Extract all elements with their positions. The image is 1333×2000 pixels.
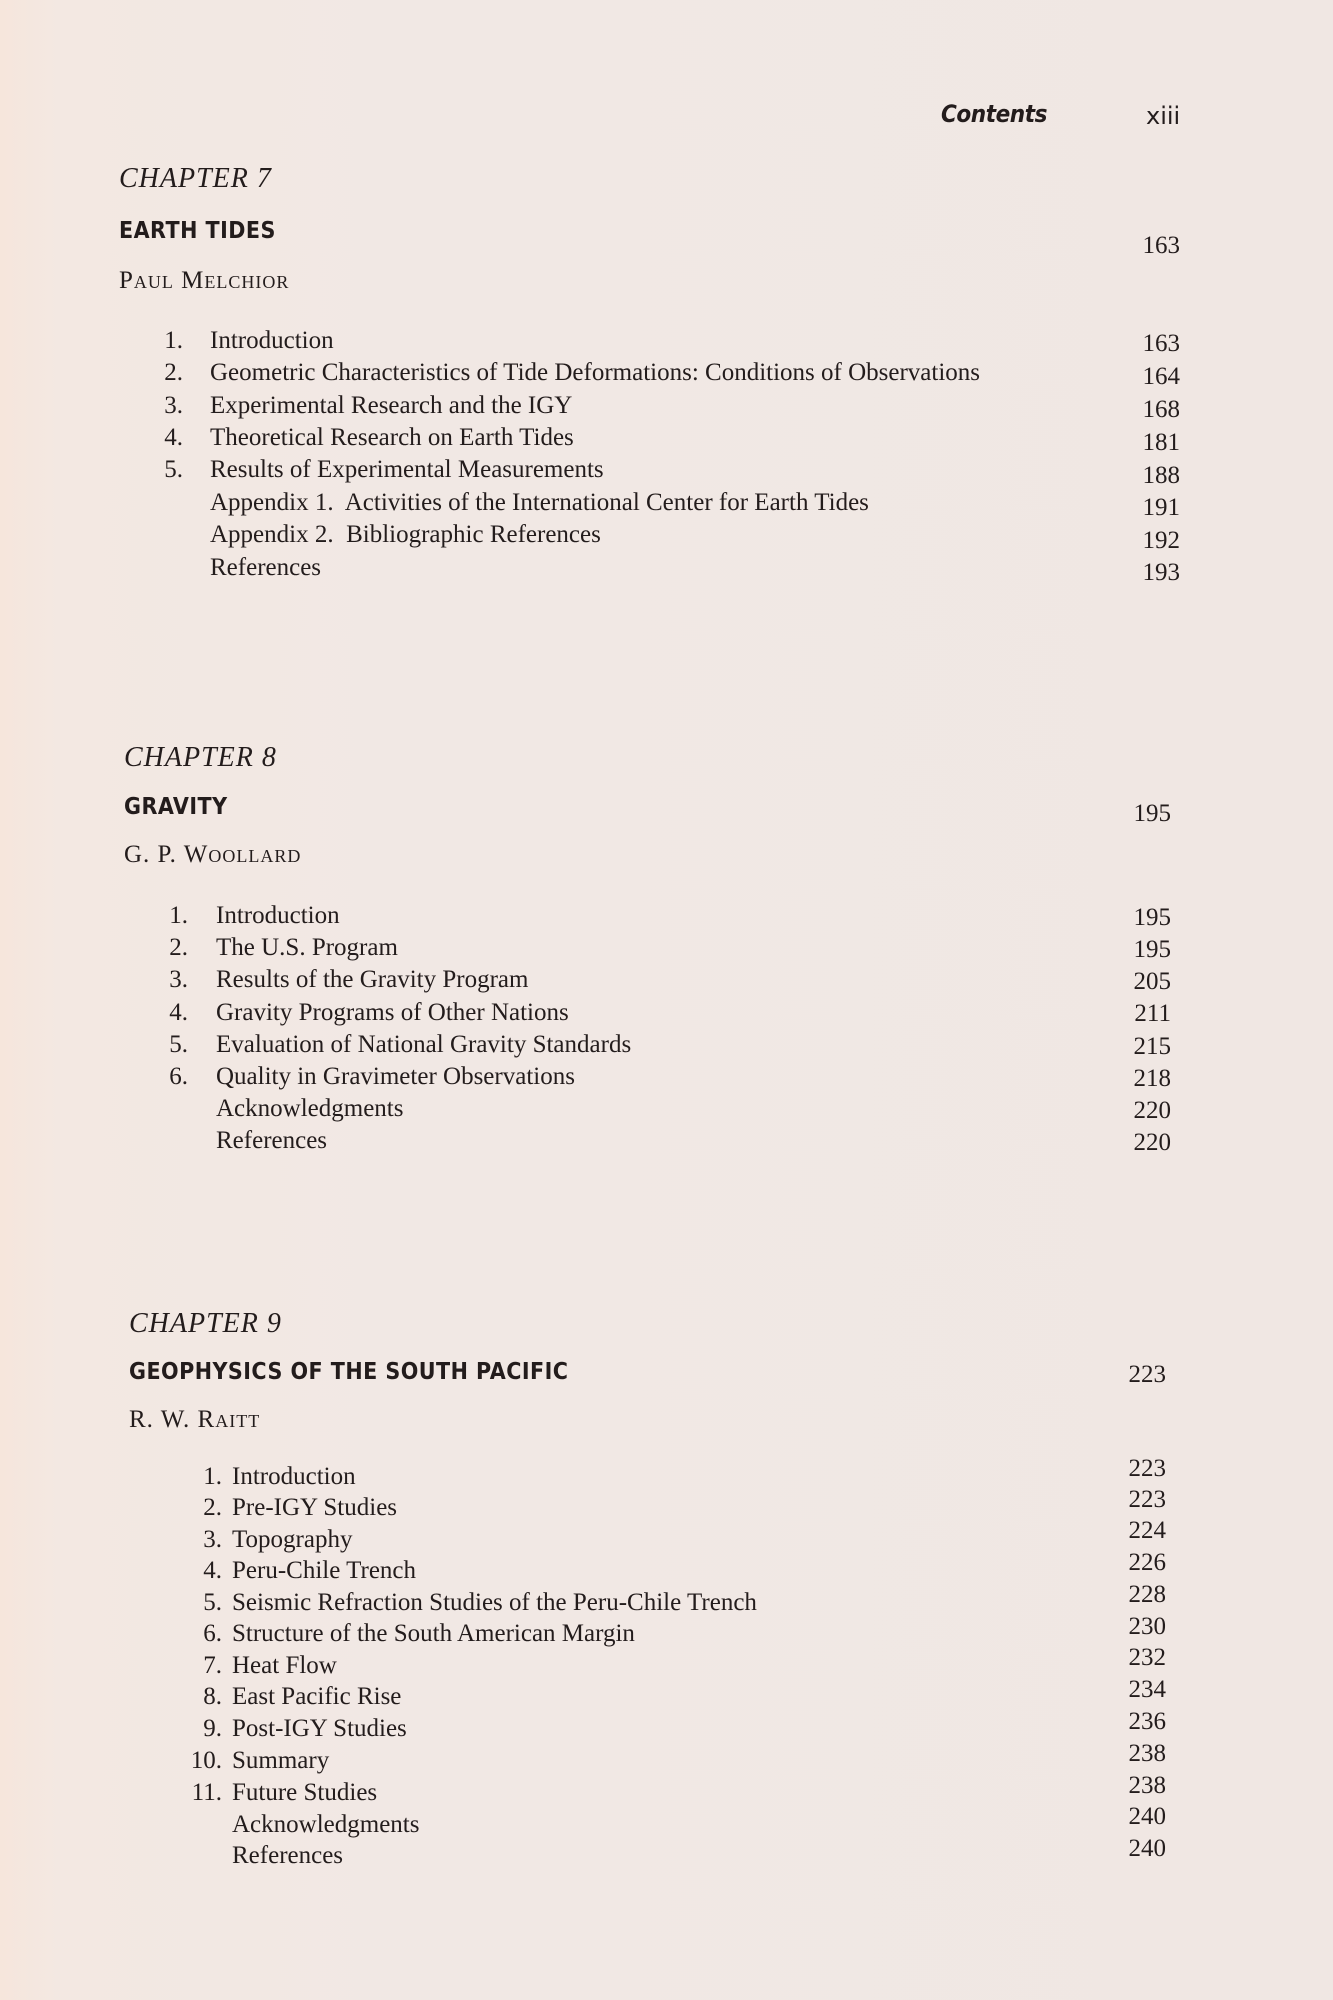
section-title: Acknowledgments bbox=[216, 1095, 404, 1122]
section-title: Introduction bbox=[216, 902, 340, 929]
section-title: The U.S. Program bbox=[216, 934, 398, 961]
section-page-number: 193 bbox=[1142, 559, 1180, 586]
section-title: Geometric Characteristics of Tide Deformations: Conditions of Observations bbox=[210, 359, 981, 386]
chapter-author: Paul Melchior bbox=[119, 267, 290, 294]
section-number: 1. bbox=[164, 327, 183, 354]
section-number: 11. bbox=[191, 1779, 222, 1806]
section-page-number: 164 bbox=[1142, 363, 1180, 390]
chapter-title: GRAVITY bbox=[124, 794, 228, 820]
section-page-number: 195 bbox=[1133, 936, 1171, 963]
section-title: Post-IGY Studies bbox=[232, 1715, 407, 1742]
section-number: 2. bbox=[169, 934, 188, 961]
section-page-number: 195 bbox=[1133, 904, 1171, 931]
section-title: Pre-IGY Studies bbox=[232, 1494, 398, 1521]
chapter-label: CHAPTER 9 bbox=[129, 1308, 282, 1339]
section-title: Appendix 2. Bibliographic References bbox=[210, 521, 601, 548]
section-number: 1. bbox=[203, 1463, 222, 1490]
section-page-number: 211 bbox=[1134, 1000, 1171, 1027]
section-number: 10. bbox=[190, 1747, 222, 1774]
section-page-number: 192 bbox=[1142, 527, 1180, 554]
section-title: Evaluation of National Gravity Standards bbox=[216, 1031, 632, 1058]
section-title: Introduction bbox=[210, 327, 334, 354]
section-number: 7. bbox=[203, 1652, 222, 1679]
section-title: Peru-Chile Trench bbox=[232, 1557, 417, 1584]
section-number: 1. bbox=[169, 902, 188, 929]
section-page-number: 188 bbox=[1142, 462, 1180, 489]
section-title: Gravity Programs of Other Nations bbox=[216, 999, 569, 1026]
chapter-author: R. W. Raitt bbox=[129, 1406, 261, 1433]
section-page-number: 230 bbox=[1128, 1613, 1166, 1640]
section-number: 3. bbox=[203, 1526, 222, 1553]
section-page-number: 232 bbox=[1128, 1644, 1166, 1671]
chapter-page-number: 223 bbox=[1128, 1361, 1166, 1388]
section-page-number: 236 bbox=[1128, 1708, 1166, 1735]
section-title: References bbox=[232, 1842, 344, 1869]
section-number: 4. bbox=[164, 424, 183, 451]
section-number: 3. bbox=[169, 966, 188, 993]
section-page-number: 228 bbox=[1128, 1581, 1166, 1608]
section-title: Quality in Gravimeter Observations bbox=[216, 1063, 575, 1090]
section-page-number: 234 bbox=[1128, 1676, 1166, 1703]
section-page-number: 223 bbox=[1128, 1486, 1166, 1513]
section-number: 3. bbox=[164, 392, 183, 419]
section-page-number: 215 bbox=[1133, 1033, 1171, 1060]
section-page-number: 226 bbox=[1128, 1549, 1166, 1576]
section-page-number: 224 bbox=[1128, 1517, 1166, 1544]
section-page-number: 163 bbox=[1142, 330, 1180, 357]
section-title: References bbox=[216, 1127, 328, 1154]
section-title: Results of Experimental Measurements bbox=[210, 456, 604, 483]
section-page-number: 191 bbox=[1142, 494, 1180, 521]
section-number: 2. bbox=[164, 359, 183, 386]
section-title: Summary bbox=[232, 1747, 330, 1774]
section-number: 4. bbox=[169, 999, 188, 1026]
section-title: Topography bbox=[232, 1526, 353, 1553]
section-number: 2. bbox=[203, 1494, 222, 1521]
section-title: Introduction bbox=[232, 1463, 356, 1490]
section-number: 4. bbox=[203, 1557, 222, 1584]
section-title: East Pacific Rise bbox=[232, 1683, 402, 1710]
section-title: Theoretical Research on Earth Tides bbox=[210, 424, 574, 451]
section-title: Seismic Refraction Studies of the Peru-Chile Trench bbox=[232, 1589, 757, 1616]
section-page-number: 168 bbox=[1142, 396, 1180, 423]
chapter-author: G. P. Woollard bbox=[124, 841, 302, 868]
section-page-number: 238 bbox=[1128, 1772, 1166, 1799]
section-page-number: 238 bbox=[1128, 1740, 1166, 1767]
section-page-number: 220 bbox=[1133, 1129, 1171, 1156]
section-page-number: 240 bbox=[1128, 1835, 1166, 1862]
section-title: Future Studies bbox=[232, 1779, 378, 1806]
section-page-number: 223 bbox=[1128, 1455, 1166, 1482]
section-number: 8. bbox=[203, 1683, 222, 1710]
chapter-title: GEOPHYSICS OF THE SOUTH PACIFIC bbox=[129, 1359, 569, 1385]
section-number: 5. bbox=[203, 1589, 222, 1616]
section-title: Experimental Research and the IGY bbox=[210, 392, 573, 419]
section-title: Results of the Gravity Program bbox=[216, 966, 529, 993]
section-number: 6. bbox=[203, 1620, 222, 1647]
chapter-label: CHAPTER 7 bbox=[119, 163, 272, 194]
chapter-label: CHAPTER 8 bbox=[124, 742, 277, 773]
section-title: Heat Flow bbox=[232, 1652, 337, 1679]
running-head: Contents bbox=[941, 100, 1048, 128]
section-page-number: 181 bbox=[1142, 429, 1180, 456]
section-number: 9. bbox=[203, 1715, 222, 1742]
section-page-number: 220 bbox=[1133, 1097, 1171, 1124]
section-page-number: 205 bbox=[1133, 968, 1171, 995]
section-title: Appendix 1. Activities of the International Center for Earth Tides bbox=[210, 489, 869, 516]
section-title: Acknowledgments bbox=[232, 1811, 420, 1838]
section-number: 5. bbox=[169, 1031, 188, 1058]
page-folio: xiii bbox=[1146, 102, 1181, 130]
section-title: Structure of the South American Margin bbox=[232, 1620, 635, 1647]
chapter-page-number: 195 bbox=[1133, 800, 1171, 827]
chapter-page-number: 163 bbox=[1142, 232, 1180, 259]
section-number: 6. bbox=[169, 1063, 188, 1090]
chapter-title: EARTH TIDES bbox=[119, 218, 276, 244]
section-title: References bbox=[210, 554, 322, 581]
section-number: 5. bbox=[164, 456, 183, 483]
section-page-number: 218 bbox=[1133, 1065, 1171, 1092]
section-page-number: 240 bbox=[1128, 1803, 1166, 1830]
